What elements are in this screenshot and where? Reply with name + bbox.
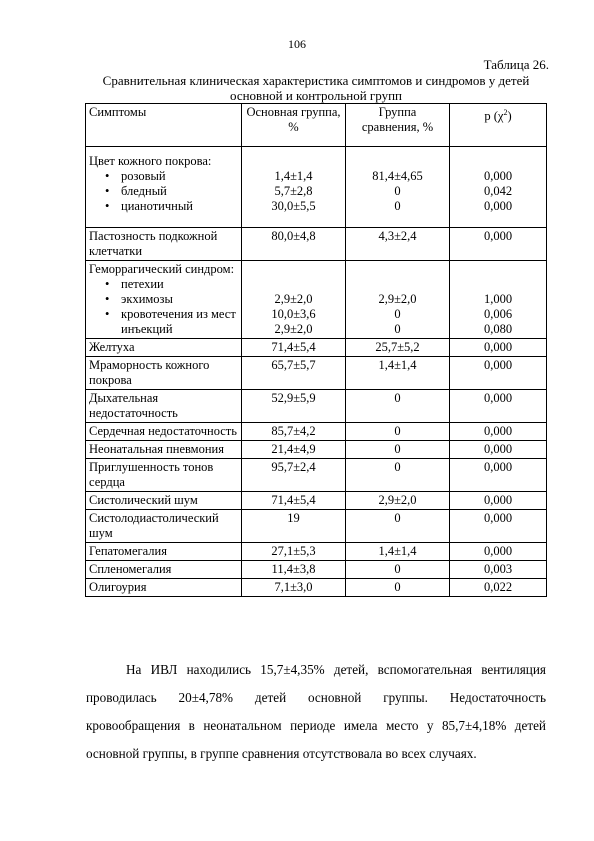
list-item: • кровотечения из мест инъекций <box>89 307 238 337</box>
value-cell: 0 <box>394 199 401 213</box>
value-cell: 0 <box>346 441 450 459</box>
value-cell: 0,000 <box>450 228 547 261</box>
value-cell: 0,000 <box>450 510 547 543</box>
value-cell: 10,0±3,6 <box>271 307 316 321</box>
value-cell: 7,1±3,0 <box>242 579 346 597</box>
table-row <box>86 492 547 510</box>
table-row <box>86 357 547 390</box>
row-label: Пастозность подкожной клетчатки <box>86 228 242 261</box>
skin-color-title: Цвет кожного покрова: <box>89 154 212 168</box>
value-cell: 0,042 <box>483 184 513 198</box>
table-row <box>86 561 547 579</box>
table-row-skin-color <box>86 147 547 228</box>
header-comparison-group: Группа сравнения, % <box>346 104 450 147</box>
table-header-row <box>86 104 547 147</box>
value-cell: 71,4±5,4 <box>242 339 346 357</box>
value-cell: 2,9±2,0 <box>346 492 450 510</box>
value-cell: 0,000 <box>450 441 547 459</box>
value-cell: 0,000 <box>483 169 513 183</box>
header-symptoms: Симптомы <box>86 104 242 147</box>
row-label: Желтуха <box>86 339 242 357</box>
list-item: • петехии <box>89 277 238 292</box>
value-cell: 11,4±3,8 <box>242 561 346 579</box>
value-cell: 81,4±4,65 <box>372 169 423 183</box>
value-cell: 0,000 <box>450 459 547 492</box>
table-row <box>86 543 547 561</box>
body-paragraph <box>86 656 546 768</box>
value-cell: 4,3±2,4 <box>346 228 450 261</box>
table-caption: Сравнительная клиническая характеристика симптомов и синдромов у детей основной и контрольной групп <box>102 73 530 103</box>
value-cell: 30,0±5,5 <box>271 199 316 213</box>
row-label: Сердечная недостаточность <box>86 423 242 441</box>
value-cell: 0 <box>394 307 401 321</box>
hemorrhagic-compare <box>346 261 450 339</box>
table-row <box>86 579 547 597</box>
row-label: Гепатомегалия <box>86 543 242 561</box>
list-item: • цианотичный <box>89 199 238 214</box>
value-cell: 19 <box>242 510 346 543</box>
value-cell: 0 <box>346 510 450 543</box>
value-cell: 25,7±5,2 <box>346 339 450 357</box>
value-cell: 0,022 <box>450 579 547 597</box>
value-cell: 0,000 <box>450 390 547 423</box>
comparison-table <box>85 103 547 597</box>
value-cell: 85,7±4,2 <box>242 423 346 441</box>
table-label: Таблица 26. <box>483 57 549 72</box>
hemorrhagic-main <box>242 261 346 339</box>
value-cell: 2,9±2,0 <box>274 322 313 336</box>
hemorrhagic-cell <box>86 261 242 339</box>
value-cell: 0,000 <box>450 543 547 561</box>
value-cell: 0,000 <box>450 492 547 510</box>
row-label: Дыхательная недостаточность <box>86 390 242 423</box>
table-row <box>86 459 547 492</box>
row-label: Приглушенность тонов сердца <box>86 459 242 492</box>
list-item: • розовый <box>89 169 238 184</box>
value-cell: 1,4±1,4 <box>346 357 450 390</box>
value-cell: 0,000 <box>450 357 547 390</box>
hemorrhagic-title: Геморрагический синдром: <box>89 262 235 276</box>
value-cell: 0 <box>346 423 450 441</box>
value-cell: 71,4±5,4 <box>242 492 346 510</box>
table-row <box>86 510 547 543</box>
value-cell: 0 <box>394 322 401 336</box>
value-cell: 65,7±5,7 <box>242 357 346 390</box>
value-cell: 0,000 <box>483 199 513 213</box>
value-cell: 0,000 <box>450 423 547 441</box>
row-label: Мраморность кожного покрова <box>86 357 242 390</box>
hemorrhagic-list <box>89 277 238 337</box>
value-cell: 2,9±2,0 <box>274 292 313 306</box>
header-p-sup: 2 <box>503 108 508 117</box>
value-cell: 0 <box>346 459 450 492</box>
value-cell: 0,080 <box>483 322 513 336</box>
value-cell: 0 <box>346 390 450 423</box>
value-cell: 80,0±4,8 <box>242 228 346 261</box>
list-item: • бледный <box>89 184 238 199</box>
value-cell: 52,9±5,9 <box>242 390 346 423</box>
hemorrhagic-p <box>450 261 547 339</box>
table-row <box>86 441 547 459</box>
header-p-suffix: ) <box>507 109 512 124</box>
row-label: Спленомегалия <box>86 561 242 579</box>
value-cell: 27,1±5,3 <box>242 543 346 561</box>
value-cell: 2,9±2,0 <box>378 292 417 306</box>
table-row <box>86 339 547 357</box>
row-label: Олигоурия <box>86 579 242 597</box>
value-cell: 95,7±2,4 <box>242 459 346 492</box>
page-number: 106 <box>288 37 306 51</box>
table-row-pastosity <box>86 228 547 261</box>
value-cell: 5,7±2,8 <box>274 184 313 198</box>
list-item: • экхимозы <box>89 292 238 307</box>
value-cell: 0,006 <box>483 307 513 321</box>
body-text: На ИВЛ находились 15,7±4,35% детей, вспомогательная вентиляция проводилась 20±4,78% детей основной группы. Недостаточность кровообращения в неонатальном периоде имела место у 85,7±4,18% детей основной группы, в группе сравнения отсутствовала во всех случаях. <box>86 662 546 761</box>
value-cell: 21,4±4,9 <box>242 441 346 459</box>
value-cell: 1,000 <box>483 292 513 306</box>
value-cell: 0 <box>346 579 450 597</box>
row-label: Неонатальная пневмония <box>86 441 242 459</box>
header-p-prefix: р (χ <box>484 109 504 124</box>
row-label: Систолический шум <box>86 492 242 510</box>
skin-color-list <box>89 169 238 214</box>
skin-color-p <box>450 147 547 228</box>
value-cell: 0 <box>346 561 450 579</box>
skin-color-compare <box>346 147 450 228</box>
skin-color-main <box>242 147 346 228</box>
value-cell: 0,000 <box>450 339 547 357</box>
value-cell: 0,003 <box>450 561 547 579</box>
skin-color-cell <box>86 147 242 228</box>
table-row-hemorrhagic <box>86 261 547 339</box>
header-p-value <box>450 104 547 147</box>
simple-rows <box>86 339 547 597</box>
value-cell: 1,4±1,4 <box>346 543 450 561</box>
table-row <box>86 390 547 423</box>
row-label: Систолодиастолический шум <box>86 510 242 543</box>
header-main-group: Основная группа, % <box>242 104 346 147</box>
value-cell: 1,4±1,4 <box>274 169 313 183</box>
table-row <box>86 423 547 441</box>
value-cell: 0 <box>394 184 401 198</box>
